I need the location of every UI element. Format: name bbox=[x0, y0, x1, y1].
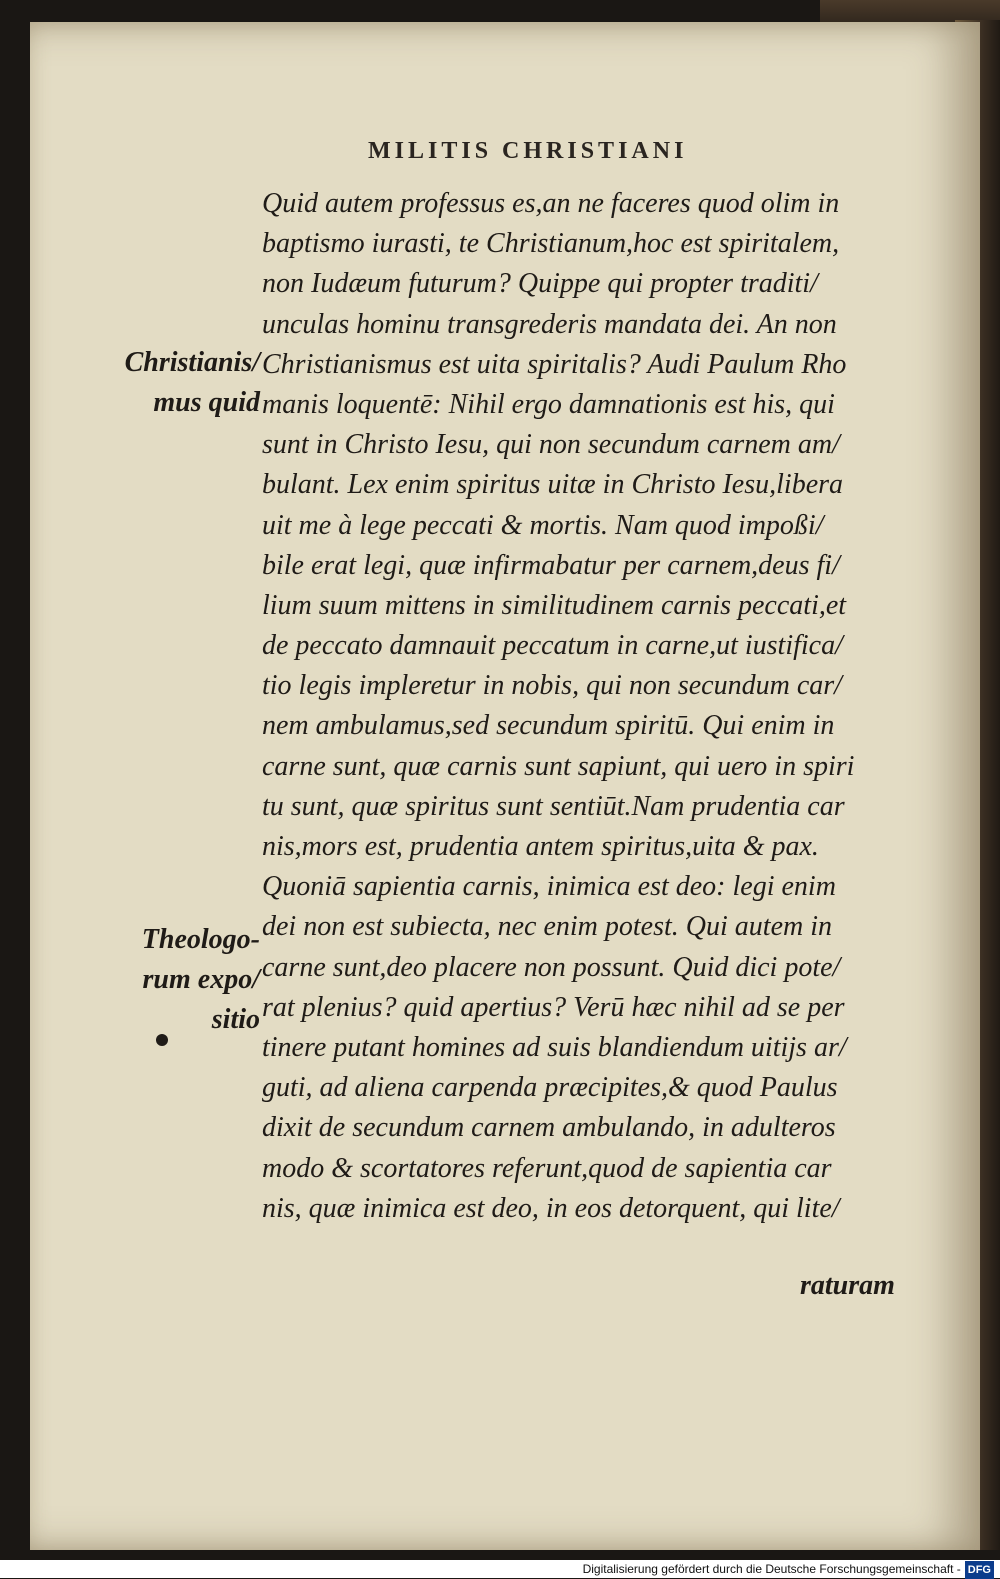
text-line: carne sunt,deo placere non possunt. Quid dici pote/ bbox=[262, 951, 841, 983]
text-line: tinere putant homines ad suis blandiendum uitijs ar/ bbox=[262, 1031, 847, 1063]
text-line: nis,mors est, prudentia antem spiritus,uita & pax. bbox=[262, 831, 819, 862]
text-line: bile erat legi, quæ infirmabatur per carnem,deus fi/ bbox=[262, 549, 840, 581]
text-line: carne sunt, quæ carnis sunt sapiunt, qui uero in spiri bbox=[262, 750, 855, 782]
text-line: manis loquentē: Nihil ergo damnationis est his, qui bbox=[262, 388, 835, 420]
text-line: bulant. Lex enim spiritus uitæ in Christo Iesu,libera bbox=[262, 469, 844, 501]
dfg-logo: DFG bbox=[965, 1561, 994, 1579]
text-line: lium suum mittens in similitudinem carnis peccati,et bbox=[262, 589, 847, 621]
margin-note-christianismus: Christianis/ mus quid bbox=[124, 347, 260, 418]
text-line: modo & scortatores referunt,quod de sapientia car bbox=[262, 1152, 832, 1184]
text-line: nis, quæ inimica est deo, in eos detorquent, qui lite/ bbox=[262, 1192, 840, 1224]
text-line: dixit de secundum carnem ambulando, in adulteros bbox=[262, 1112, 836, 1144]
footer-text: Digitalisierung gefördert durch die Deutsche Forschungsgemeinschaft - bbox=[582, 1562, 961, 1576]
text-line: Quid autem professus es,an ne faceres quod olim in bbox=[262, 188, 840, 219]
text-line: de peccato damnauit peccatum in carne,ut iustifica/ bbox=[262, 630, 843, 662]
text-line: tu sunt, quæ spiritus sunt sentiūt.Nam prudentia car bbox=[262, 790, 845, 822]
text-line: baptismo iurasti, te Christianum,hoc est spiritalem, bbox=[262, 228, 840, 260]
text-line: unculas hominu transgrederis mandata dei. An non bbox=[262, 308, 837, 340]
running-head: MILITIS CHRISTIANI bbox=[368, 138, 688, 164]
text-line: Christianismus est uita spiritalis? Audi Paulum Rho bbox=[262, 348, 847, 380]
digitization-footer bbox=[0, 1560, 1000, 1578]
text-line: tio legis impleretur in nobis, qui non secundum car/ bbox=[262, 670, 842, 702]
text-line: rat plenius? quid apertius? Verū hæc nihil ad se per bbox=[262, 991, 845, 1023]
text-line: dei non est subiecta, nec enim potest. Qui autem in bbox=[262, 911, 832, 943]
body-text bbox=[262, 184, 912, 1229]
text-line: sunt in Christo Iesu, qui non secundum carnem am/ bbox=[262, 429, 840, 461]
text-line: Quoniā sapientia carnis, inimica est deo: legi enim bbox=[262, 871, 836, 903]
text-line: guti, ad aliena carpenda præcipites,& quod Paulus bbox=[262, 1072, 838, 1104]
text-line: nem ambulamus,sed secundum spiritū. Qui enim in bbox=[262, 710, 835, 742]
margin-bullet-mark bbox=[156, 1034, 168, 1046]
text-line: uit me à lege peccati & mortis. Nam quod impoßi/ bbox=[262, 509, 824, 541]
text-line: non Iudæum futurum? Quippe qui propter traditi/ bbox=[262, 268, 818, 300]
catchword: raturam bbox=[800, 1270, 895, 1301]
margin-note-theologorum: Theologo- rum expo/ sitio bbox=[141, 924, 260, 1035]
